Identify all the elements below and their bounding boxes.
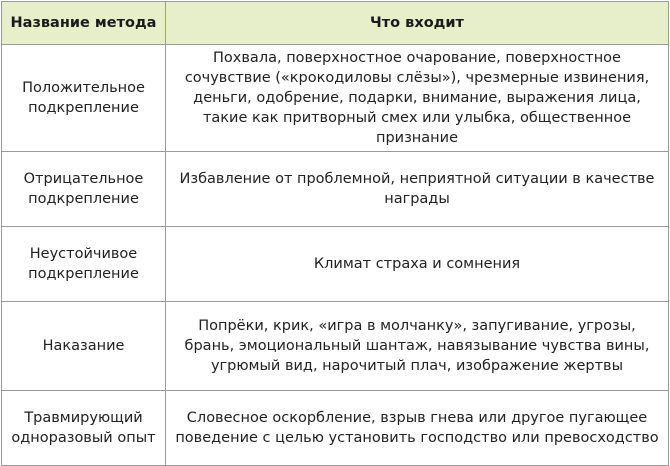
- method-name-cell: Травмирующий одноразовый опыт: [2, 391, 166, 466]
- table-row: [2, 45, 669, 152]
- method-name-cell: Положительное подкрепление: [2, 45, 166, 152]
- method-name-cell: Неустойчивое подкрепление: [2, 227, 166, 302]
- table-row: [2, 391, 669, 466]
- method-contents-cell: Попрёки, крик, «игра в молчанку», запугивание, угрозы, брань, эмоциональный шантаж, навязывание чувства вины, угрюмый вид, нарочитый плач, изображение жертвы: [166, 302, 669, 391]
- method-name-cell: Наказание: [2, 302, 166, 391]
- table-row: [2, 152, 669, 227]
- methods-table: [1, 1, 669, 466]
- method-contents-cell: Избавление от проблемной, неприятной ситуации в качестве награды: [166, 152, 669, 227]
- table-row: [2, 227, 669, 302]
- table-row: [2, 302, 669, 391]
- header-method-name: Название метода: [2, 2, 166, 45]
- header-contents: Что входит: [166, 2, 669, 45]
- table-body: [2, 45, 669, 466]
- method-name-cell: Отрицательное подкрепление: [2, 152, 166, 227]
- method-contents-cell: Словесное оскорбление, взрыв гнева или другое пугающее поведение с целью установить господство или превосходство: [166, 391, 669, 466]
- method-contents-cell: Климат страха и сомнения: [166, 227, 669, 302]
- header-row: [2, 2, 669, 45]
- method-contents-cell: Похвала, поверхностное очарование, поверхностное сочувствие («крокодиловы слёзы»), чрезмерные извинения, деньги, одобрение, подарки, внимание, выражения лица, такие как притворный смех или улыбка, общественное признание: [166, 45, 669, 152]
- table-header: [2, 2, 669, 45]
